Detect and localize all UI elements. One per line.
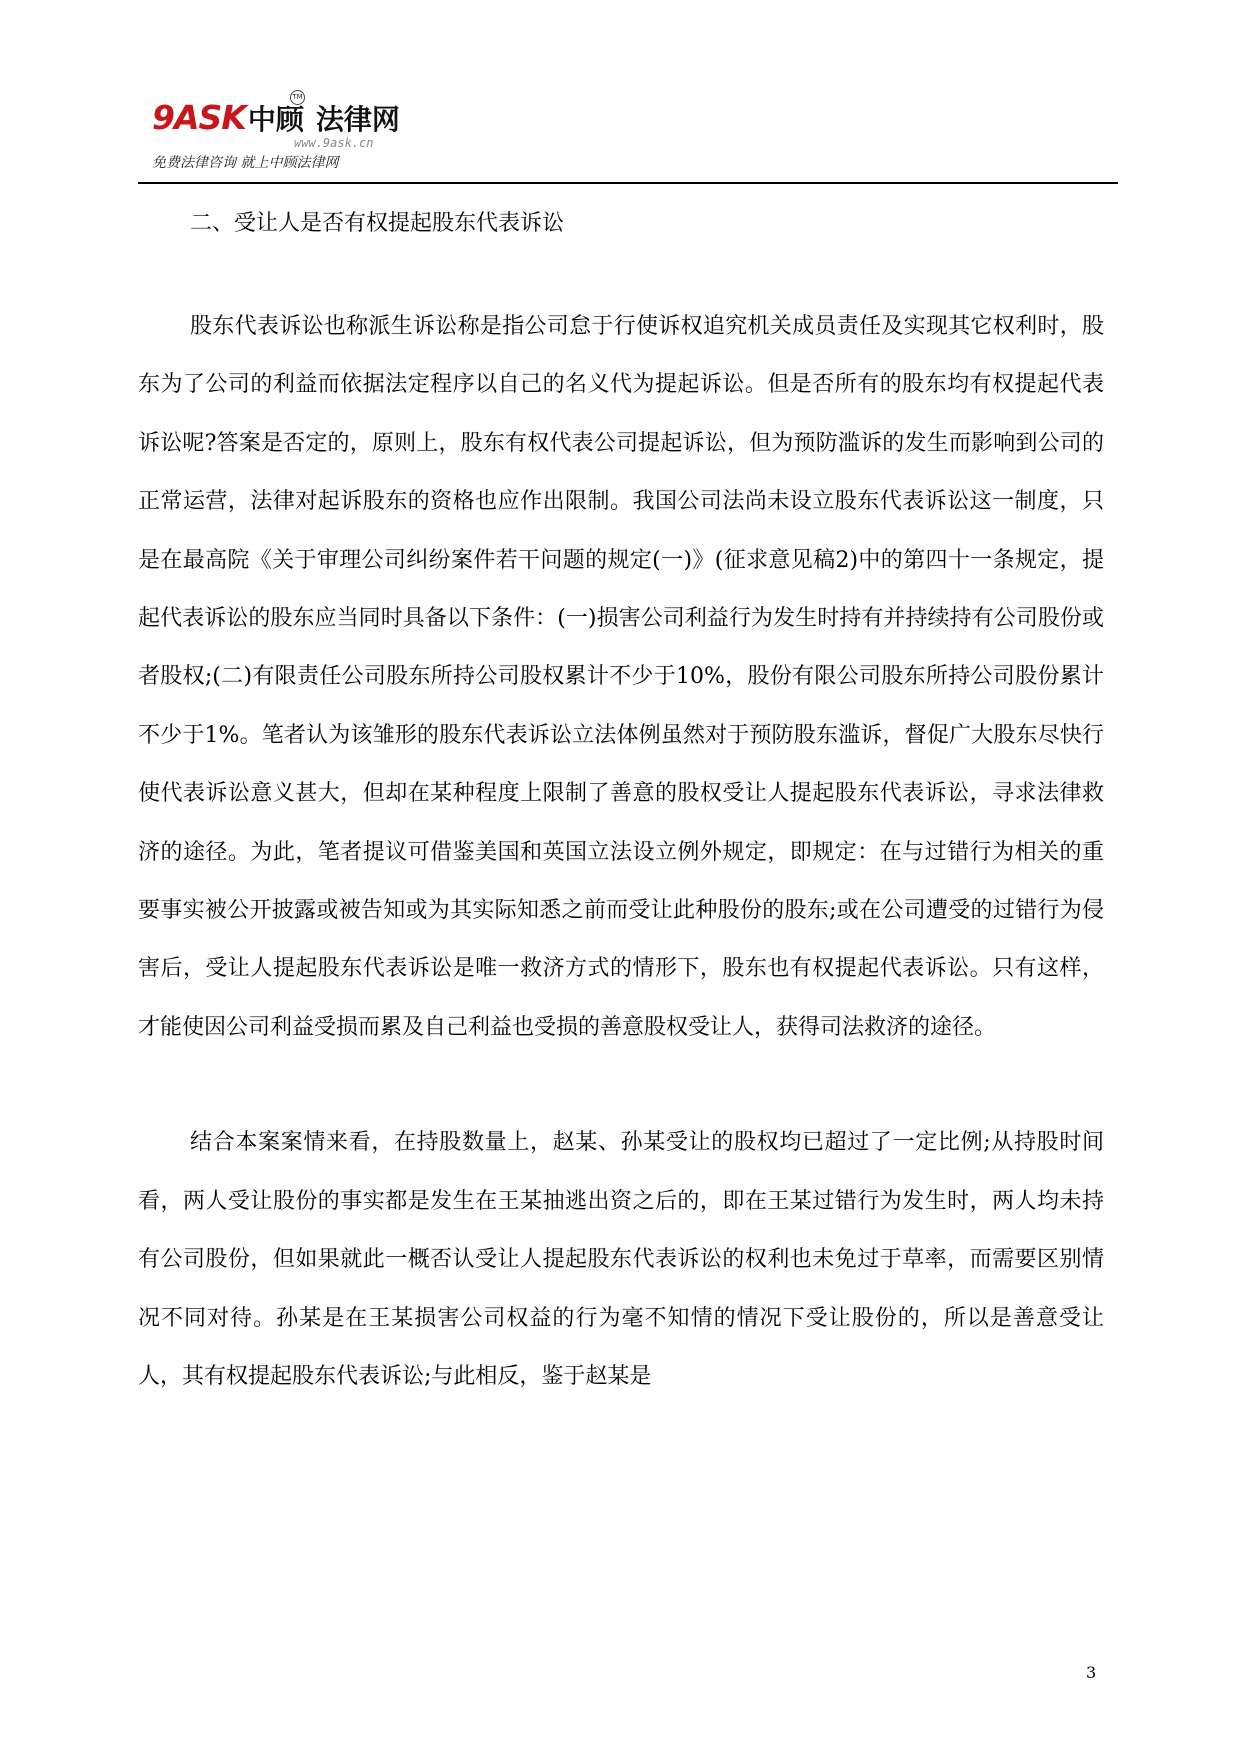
paragraph: 股东代表诉讼也称派生诉讼称是指公司怠于行使诉权追究机关成员责任及实现其它权利时，股东为了公司的利益而依据法定程序以自己的名义代为提起诉讼。但是否所有的股东均有权提起代表诉讼呢?答案是否定的，原则上，股东有权代表公司提起诉讼，但为预防滥诉的发生而影响到公司的正常运营，法律对起诉股东的资格也应作出限制。我国公司法尚未设立股东代表诉讼这一制度，只是在最高院《关于审理公司纠纷案件若干问题的规定(一)》(征求意见稿2)中的第四十一条规定，提起代表诉讼的股东应当同时具备以下条件：(一)损害公司利益行为发生时持有并持续持有公司股份或者股权;(二)有限责任公司股东所持公司股权累计不少于10%，股份有限公司股东所持公司股份累计不少于1%。笔者认为该雏形的股东代表诉讼立法体例虽然对于预防股东滥诉，督促广大股东尽快行使代表诉讼意义甚大，但却在某种程度上限制了善意的股权受让人提起股东代表诉讼，寻求法律救济的途径。为此，笔者提议可借鉴美国和英国立法设立例外规定，即规定：在与过错行为相关的重要事实被公开披露或被告知或为其实际知悉之前而受让此种股份的股东;或在公司遭受的过错行为侵害后，受让人提起股东代表诉讼是唯一救济方式的情形下，股东也有权提起代表诉讼。只有这样，才能使因公司利益受损而累及自己利益也受损的善意股权受让人，获得司法救济的途径。 <box>138 314 1104 1040</box>
logo-slogan: 免费法律咨询 就上中顾法律网 <box>152 155 339 171</box>
logo-name-text: 中顾 <box>247 103 304 136</box>
logo-name2-text: 法律网 <box>315 103 400 136</box>
trademark-icon: TM <box>290 90 305 105</box>
page-number: 3 <box>1086 1663 1097 1682</box>
logo-url-text: www.9ask.cn <box>294 136 374 150</box>
logo-wordmark <box>152 100 400 138</box>
9ask-logo[interactable] <box>152 88 432 178</box>
logo-brand-text: 9ASK <box>152 98 246 137</box>
page-header <box>138 88 1118 184</box>
section-heading: 二、受让人是否有权提起股东代表诉讼 <box>190 211 565 236</box>
document-body <box>138 203 1104 1406</box>
header-divider <box>138 182 1118 184</box>
paragraph: 结合本案案情来看，在持股数量上，赵某、孙某受让的股权均已超过了一定比例;从持股时间看，两人受让股份的事实都是发生在王某抽逃出资之后的，即在王某过错行为发生时，两人均未持有公司股份，但如果就此一概否认受让人提起股东代表诉讼的权利也未免过于草率，而需要区别情况不同对待。孙某是在王某损害公司权益的行为毫不知情的情况下受让股份的，所以是善意受让人，其有权提起股东代表诉讼;与此相反，鉴于赵某是 <box>138 1130 1104 1389</box>
